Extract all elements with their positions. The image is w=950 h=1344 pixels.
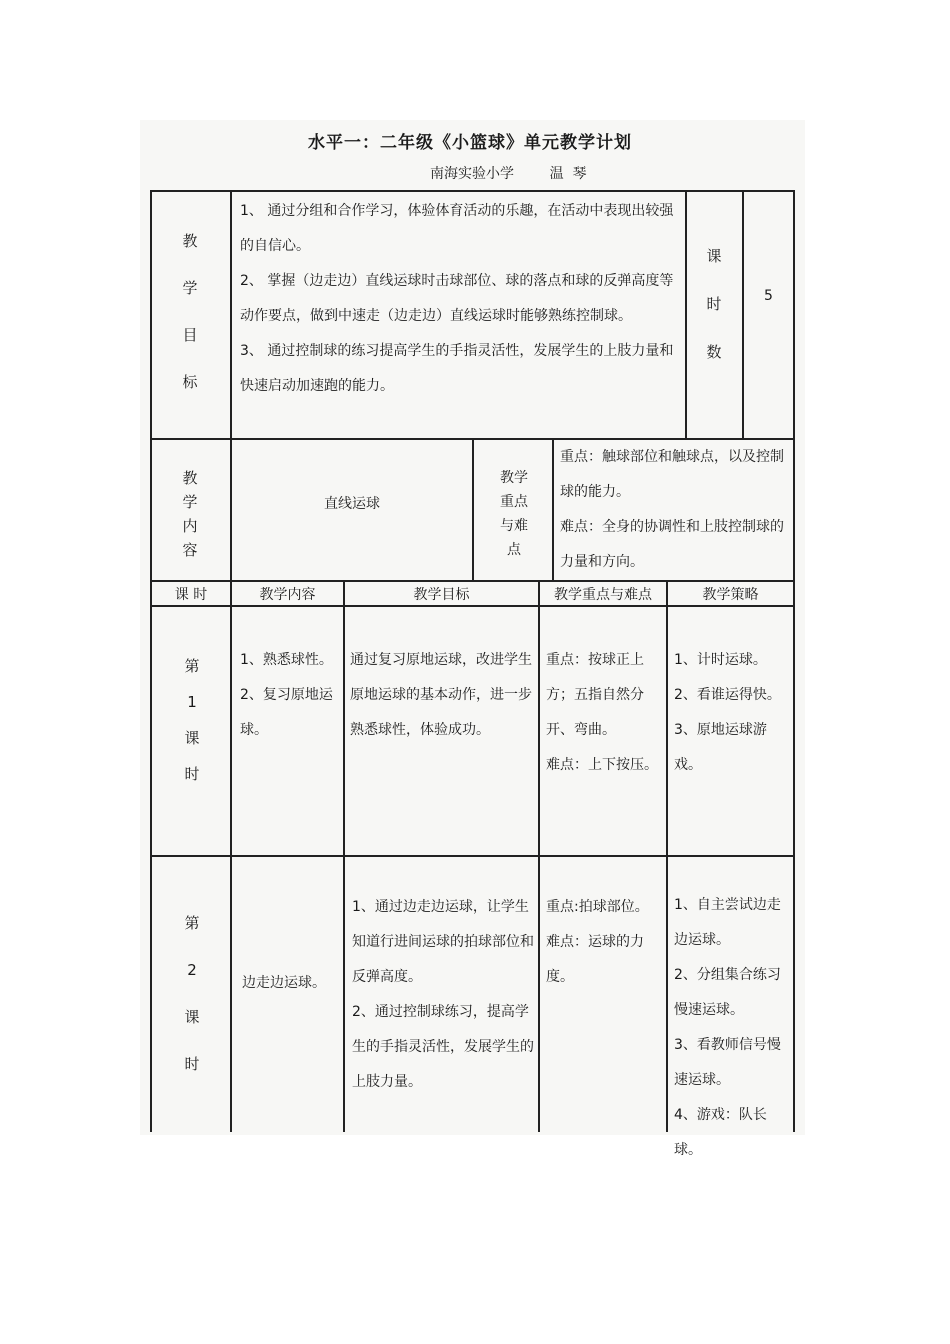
lesson-2-key-points [546, 890, 664, 995]
lesson-label-char: 1 [187, 693, 197, 711]
lesson-strategy-item: 1、自主尝试边走边运球。 [674, 897, 781, 948]
table-line-col-goal [538, 582, 540, 1132]
lesson-1-goal [350, 643, 532, 748]
objective-item: 2、 掌握（边走边）直线运球时击球部位、球的落点和球的反弹高度等动作要点，做到中速走（边走边）直线运球时能够熟练控制球。 [240, 273, 674, 324]
objectives-label-char: 标 [182, 373, 198, 391]
lesson-label-char: 时 [184, 1055, 200, 1073]
document-title: 水平一：二年级《小篮球》单元教学计划 [308, 133, 632, 153]
content-label-char: 容 [182, 541, 198, 559]
header-content: 教学内容 [259, 587, 316, 603]
content-label-char: 教 [182, 469, 198, 487]
key-points-text [560, 440, 788, 580]
lesson-goal-item: 2、通过控制球练习，提高学生的手指灵活性，发展学生的上肢力量。 [352, 1004, 534, 1090]
table-border-left [150, 190, 152, 1132]
content-value: 直线运球 [324, 496, 380, 512]
header-lesson: 课 时 [174, 587, 208, 603]
table-line-key-left [552, 438, 554, 582]
lesson-content-item: 2、复习原地运球。 [240, 687, 333, 738]
lesson-strategy-item: 3、原地运球游戏。 [674, 722, 767, 773]
lesson-strategy-item: 3、看教师信号慢速运球。 [674, 1037, 781, 1088]
hours-value: 5 [764, 288, 773, 304]
header-key-points: 教学重点与难点 [554, 587, 652, 603]
lesson-strategy-item: 4、游戏：队长球。 [674, 1107, 767, 1158]
lesson-label-char: 课 [184, 729, 200, 747]
table-line-hours-left [685, 190, 687, 440]
key-points-label-part: 与难 [500, 518, 528, 534]
lesson-label-char: 课 [184, 1008, 200, 1026]
hours-label-char: 数 [706, 343, 722, 361]
lesson-2-content [242, 966, 342, 1001]
table-line-col-key [666, 582, 668, 1132]
header-strategy: 教学策略 [702, 587, 759, 603]
objectives-label-char: 目 [182, 326, 198, 344]
table-border-top [150, 190, 795, 192]
table-border-right [793, 190, 795, 1132]
lesson-goal-item: 1、通过边走边运球，让学生知道行进间运球的拍球部位和反弹高度。 [352, 899, 534, 985]
header-goal: 教学目标 [413, 587, 470, 603]
key-points-label-part: 重点 [500, 494, 528, 510]
hours-label-char: 课 [706, 247, 722, 265]
difficult-point: 难点：全身的协调性和上肢控制球的力量和方向。 [560, 519, 784, 570]
key-points-label-part: 教学 [500, 470, 528, 486]
table-line-content-mid [472, 438, 474, 582]
key-points-label-part: 点 [507, 542, 521, 558]
objectives-text [240, 194, 680, 404]
hours-label [704, 232, 724, 376]
table-line-hours-mid [742, 190, 744, 440]
key-points-label [476, 466, 552, 562]
objective-item: 3、 通过控制球的练习提高学生的手指灵活性，发展学生的上肢力量和快速启动加速跑的能力。 [240, 343, 674, 394]
table-line-label-col [230, 190, 232, 1132]
content-label [180, 466, 200, 562]
document-subtitle: 南海实验小学 温 琴 [430, 166, 587, 182]
lesson-2-strategy [674, 888, 790, 1168]
lesson-label-char: 第 [184, 657, 200, 675]
lesson-label-char: 2 [187, 961, 197, 979]
lesson-label-char: 时 [184, 765, 200, 783]
key-point: 重点：触球部位和触球点，以及控制球的能力。 [560, 449, 784, 500]
table-line-col-content [343, 582, 345, 1132]
hours-label-char: 时 [706, 295, 722, 313]
lesson-1-key-points [546, 643, 662, 783]
lesson-strategy-item: 2、分组集合练习慢速运球。 [674, 967, 781, 1018]
lesson-1-label [182, 648, 202, 792]
objective-item: 1、 通过分组和合作学习，体验体育活动的乐趣，在活动中表现出较强的自信心。 [240, 203, 674, 254]
lesson-strategy-item: 2、看谁运得快。 [674, 687, 781, 703]
lesson-content-item: 1、熟悉球性。 [240, 652, 333, 668]
lesson-key-item: 难点：上下按压。 [546, 757, 658, 773]
lesson-key-item: 重点:拍球部位。 [546, 899, 649, 915]
lesson-strategy-item: 1、计时运球。 [674, 652, 767, 668]
table-line-lesson1-bottom [150, 855, 795, 857]
objectives-label-char: 学 [182, 279, 198, 297]
lesson-1-strategy [674, 643, 790, 783]
lesson-2-goal [352, 890, 534, 1100]
lesson-label-char: 第 [184, 914, 200, 932]
lesson-content-item: 边走边运球。 [242, 975, 326, 991]
content-label-char: 学 [182, 493, 198, 511]
objectives-label [180, 218, 200, 406]
objectives-label-char: 教 [182, 232, 198, 250]
lesson-key-item: 难点：运球的力度。 [546, 934, 644, 985]
lesson-goal-item: 通过复习原地运球，改进学生原地运球的基本动作，进一步熟悉球性，体验成功。 [350, 652, 532, 738]
lesson-2-label [182, 900, 202, 1088]
lesson-key-item: 重点：按球正上方；五指自然分开、弯曲。 [546, 652, 644, 738]
lesson-1-content [240, 643, 336, 748]
content-label-char: 内 [182, 517, 198, 535]
